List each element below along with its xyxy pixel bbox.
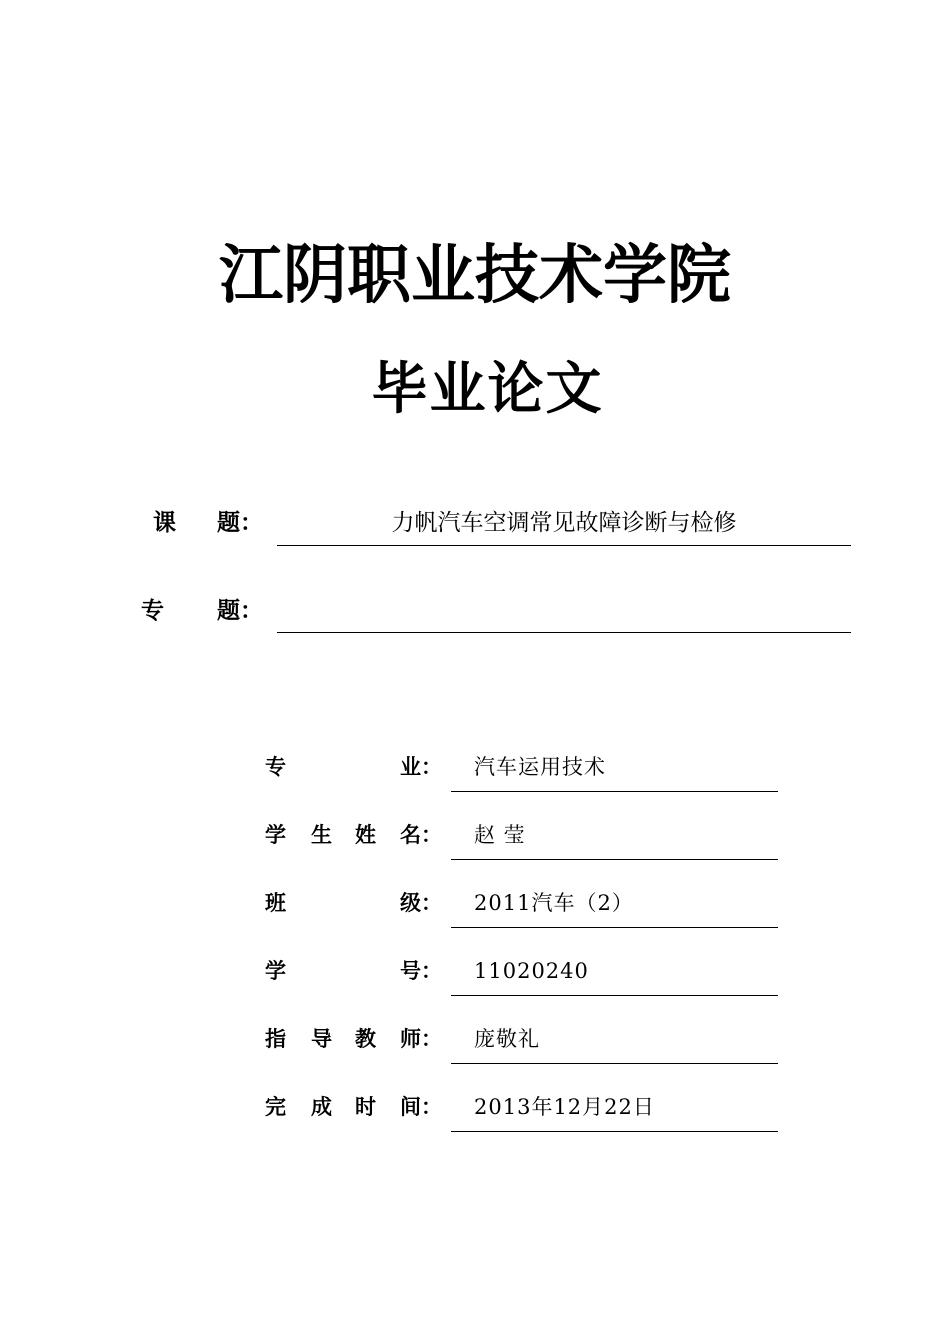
info-value-completion-date: 2013年12月22日 [474,1095,655,1119]
info-label-char: 教 [355,1026,376,1051]
info-value-major: 汽车运用技术 [474,755,606,779]
info-value-student-id: 11020240 [474,959,589,983]
info-value-class: 2011汽车（2） [474,891,634,915]
school-name: 江阴职业技术学院 [219,239,731,313]
topic-label-char-2: 题： [217,509,263,536]
info-underline [451,791,778,792]
subtopic-underline [277,632,851,633]
topic-label-char-1: 课 [153,509,176,536]
info-label-char: 班 [265,890,286,915]
subtopic-label-char-1: 专 [141,597,164,624]
info-row-major [0,753,950,793]
info-label-char: 间： [400,1094,442,1119]
info-underline [451,995,778,996]
info-label-char: 名： [400,822,442,847]
info-row-student-name [0,821,950,861]
info-label-char: 号： [400,958,442,983]
info-underline [451,1131,778,1132]
info-label-char: 姓 [355,822,376,847]
info-label-char: 业： [400,754,442,779]
subtopic-label-char-2: 题： [217,597,263,624]
info-value-advisor: 庞敬礼 [474,1027,540,1051]
info-label-char: 专 [265,754,286,779]
info-underline [451,927,778,928]
info-value-student-name: 赵 莹 [474,823,526,847]
info-underline [451,1063,778,1064]
topic-row [0,508,950,558]
info-label-char: 学 [265,958,286,983]
info-label-char: 指 [265,1026,286,1051]
topic-value: 力帆汽车空调常见故障诊断与检修 [391,510,737,536]
info-row-completion-date [0,1093,950,1133]
topic-underline [277,545,851,546]
info-label-char: 完 [265,1094,286,1119]
info-label-char: 学 [265,822,286,847]
info-row-student-id [0,957,950,997]
info-label-char: 级： [400,890,442,915]
subtopic-row [0,596,950,646]
info-row-class [0,889,950,929]
info-underline [451,859,778,860]
info-label-char: 成 [311,1094,332,1119]
info-label-char: 导 [311,1026,332,1051]
document-type: 毕业论文 [371,357,604,422]
info-label-char: 时 [355,1094,376,1119]
info-row-advisor [0,1025,950,1065]
info-label-char: 师： [400,1026,442,1051]
info-label-char: 生 [311,822,332,847]
